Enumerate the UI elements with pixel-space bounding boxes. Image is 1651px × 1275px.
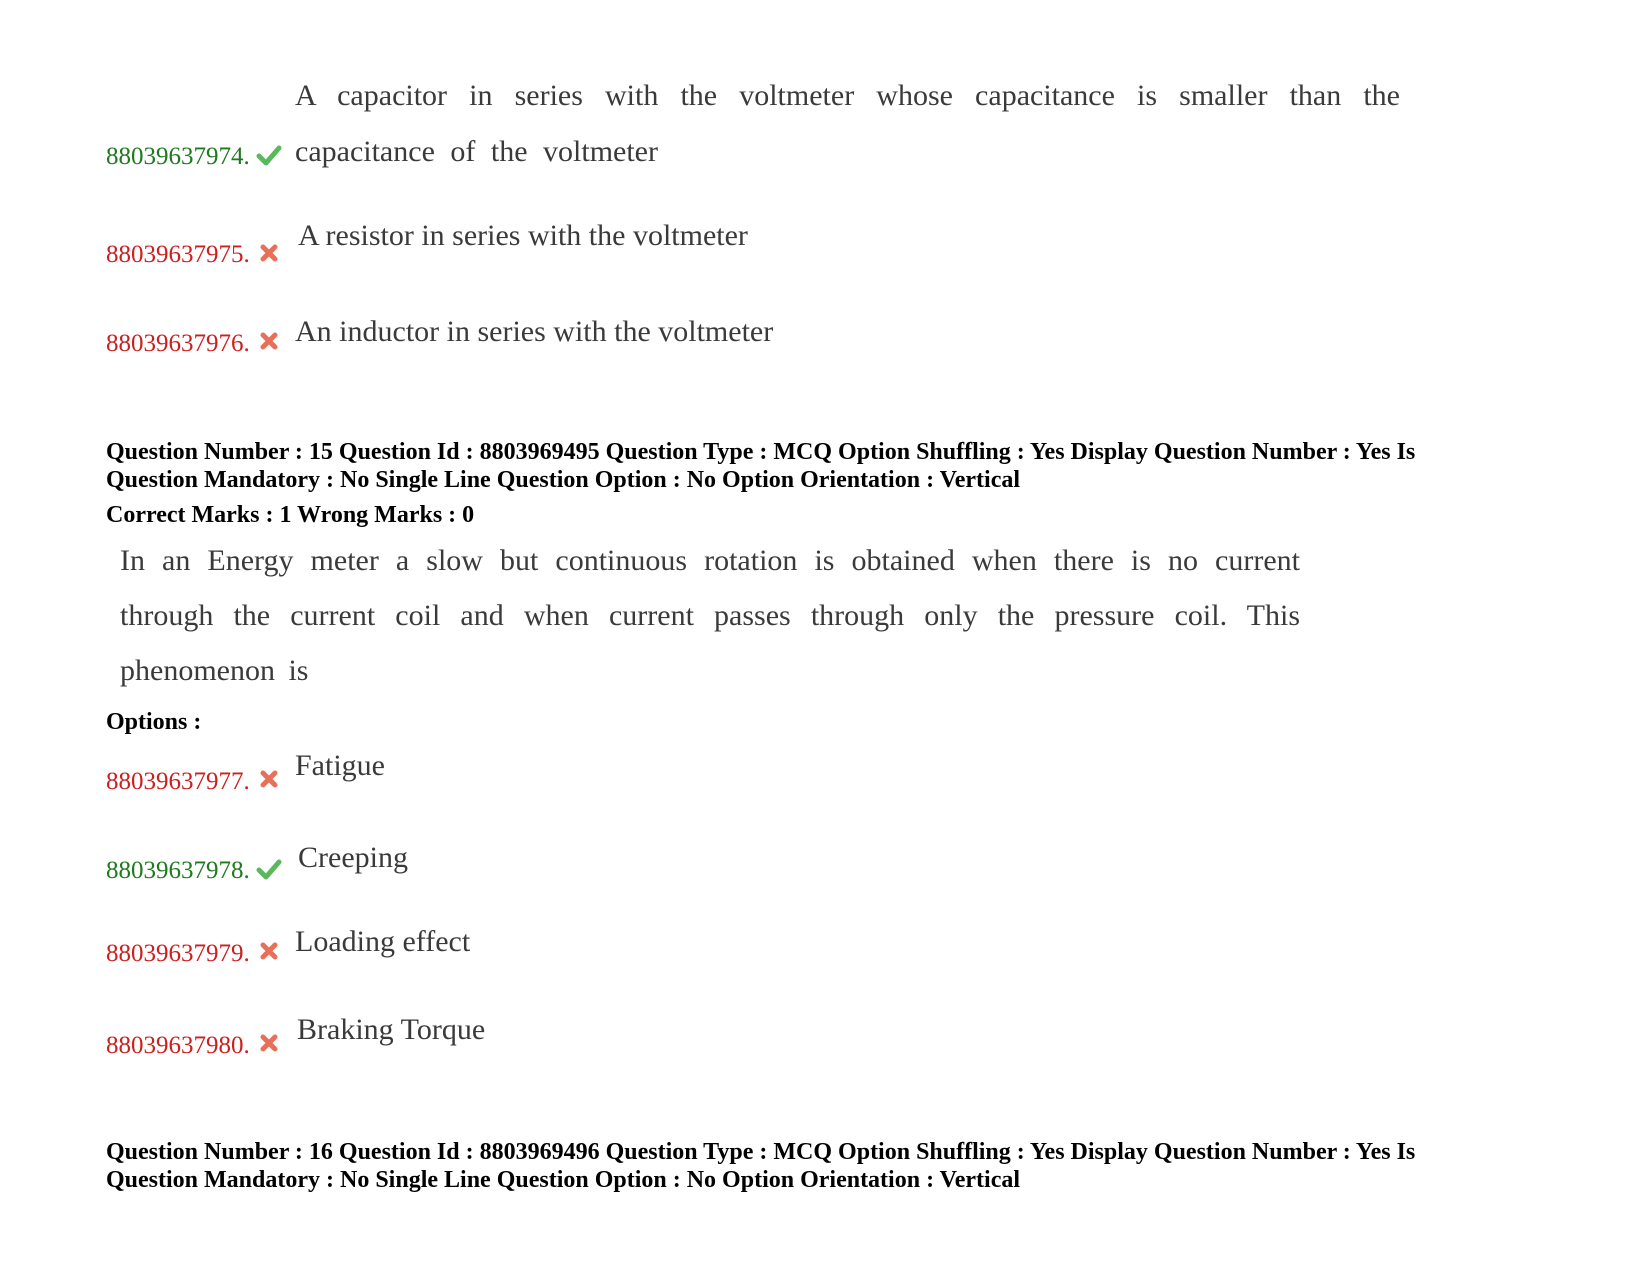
cross-icon: [256, 938, 282, 964]
question-marks: Correct Marks : 1 Wrong Marks : 0: [106, 502, 475, 528]
check-icon: [256, 142, 282, 168]
option-id: 88039637977.: [106, 768, 250, 795]
option-id: 88039637975.: [106, 241, 250, 268]
option-text-long: A capacitor in series with the voltmeter whose capacitance is smaller than the capacitance of the voltmeter: [295, 79, 1400, 168]
cross-icon: [256, 328, 282, 354]
option-id: 88039637979.: [106, 940, 250, 967]
options-label: Options :: [106, 709, 202, 735]
option-text: Fatigue: [295, 749, 385, 782]
cross-icon: [256, 1030, 282, 1056]
option-id: 88039637978.: [106, 857, 250, 884]
question-meta-line: Question Mandatory : No Single Line Question Option : No Option Orientation : Vertical: [106, 1167, 1021, 1193]
option-text: A resistor in series with the voltmeter: [298, 219, 748, 252]
cross-icon: [256, 766, 282, 792]
cross-icon: [256, 240, 282, 266]
option-text: An inductor in series with the voltmeter: [295, 315, 774, 348]
question-meta-line: Question Number : 16 Question Id : 8803969496 Question Type : MCQ Option Shuffling : Yes Display Question Number : Yes Is: [106, 1139, 1416, 1165]
check-icon: [256, 856, 282, 882]
option-text: Loading effect: [295, 925, 471, 958]
question-meta-line: Question Number : 15 Question Id : 8803969495 Question Type : MCQ Option Shuffling : Yes Display Question Number : Yes Is: [106, 439, 1416, 465]
option-id: 88039637980.: [106, 1032, 250, 1059]
question-body: In an Energy meter a slow but continuous rotation is obtained when there is no current through the current coil and when current passes through only the pressure coil. This phenomenon is: [120, 544, 1300, 687]
question-meta-line: Question Mandatory : No Single Line Question Option : No Option Orientation : Vertical: [106, 467, 1021, 493]
option-text: Braking Torque: [297, 1013, 486, 1046]
option-text: Creeping: [298, 841, 408, 874]
option-id: 88039637974.: [106, 143, 250, 170]
option-id: 88039637976.: [106, 330, 250, 357]
